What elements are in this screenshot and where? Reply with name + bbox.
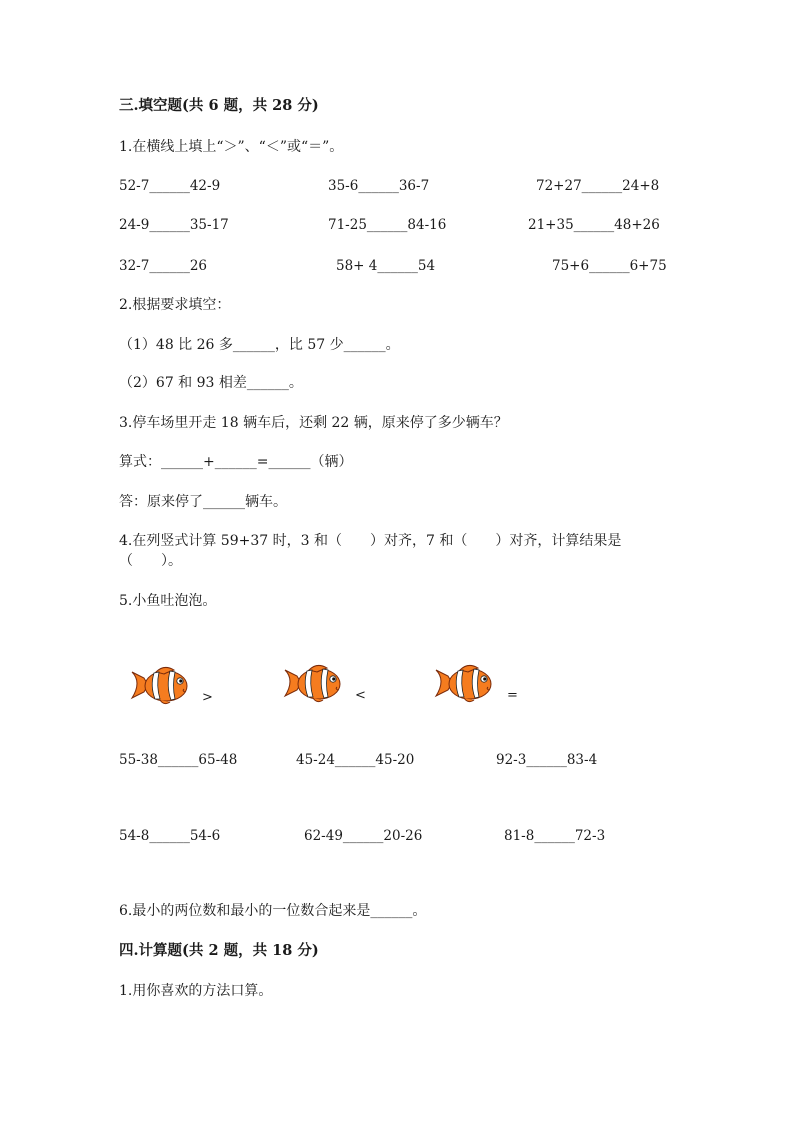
question-5-prompt: 5.小鱼吐泡泡。 (119, 593, 217, 609)
comparison-item: 24-9______35-17 (119, 217, 229, 233)
comparison-item: 32-7______26 (119, 258, 208, 274)
comparison-item: 75+6______6+75 (552, 258, 667, 274)
calc-question-1-prompt: 1.用你喜欢的方法口算。 (119, 983, 273, 999)
question-4-line-1: 4.在列竖式计算 59+37 时，3 和（ ）对齐，7 和（ ）对齐，计算结果是 (119, 533, 622, 549)
comparison-item: 72+27______24+8 (536, 178, 660, 194)
comparison-item: 35-6______36-7 (328, 178, 430, 194)
bubble-item: 54-8______54-6 (119, 828, 221, 844)
comparison-item: 21+35______48+26 (528, 217, 660, 233)
comparison-item: 71-25______84-16 (328, 217, 447, 233)
question-3-prompt: 3.停车场里开走 18 辆车后，还剩 22 辆，原来停了多少辆车？ (119, 415, 508, 431)
equals-symbol: = (507, 688, 518, 703)
question-2-part-1: （1）48 比 26 多______，比 57 少______。 (119, 337, 400, 353)
bubble-item: 62-49______20-26 (304, 828, 423, 844)
greater-than-symbol: > (202, 690, 213, 705)
question-3-formula: 算式：______+______=______（辆） (119, 454, 353, 470)
bubble-item: 55-38______65-48 (119, 752, 238, 768)
question-1-prompt: 1.在横线上填上“＞”、“＜”或“＝”。 (119, 139, 344, 155)
clownfish-icon (434, 662, 494, 704)
bubble-item: 81-8______72-3 (504, 828, 606, 844)
bubble-item: 92-3______83-4 (496, 752, 598, 768)
comparison-item: 52-7______42-9 (119, 178, 221, 194)
clownfish-icon (130, 664, 190, 706)
question-2-part-2: （2）67 和 93 相差______。 (119, 375, 303, 391)
section-4-heading: 四.计算题(共 2 题，共 18 分) (119, 942, 319, 959)
clownfish-icon (283, 662, 343, 704)
comparison-item: 58+ 4______54 (336, 258, 436, 274)
question-2-prompt: 2.根据要求填空： (119, 297, 231, 313)
question-4-line-2: （ ）。 (119, 553, 182, 569)
section-3-heading: 三.填空题(共 6 题，共 28 分) (119, 97, 319, 114)
question-6-prompt: 6.最小的两位数和最小的一位数合起来是______。 (119, 903, 427, 919)
bubble-item: 45-24______45-20 (296, 752, 415, 768)
question-3-answer: 答：原来停了______辆车。 (119, 494, 287, 510)
less-than-symbol: < (355, 688, 366, 703)
